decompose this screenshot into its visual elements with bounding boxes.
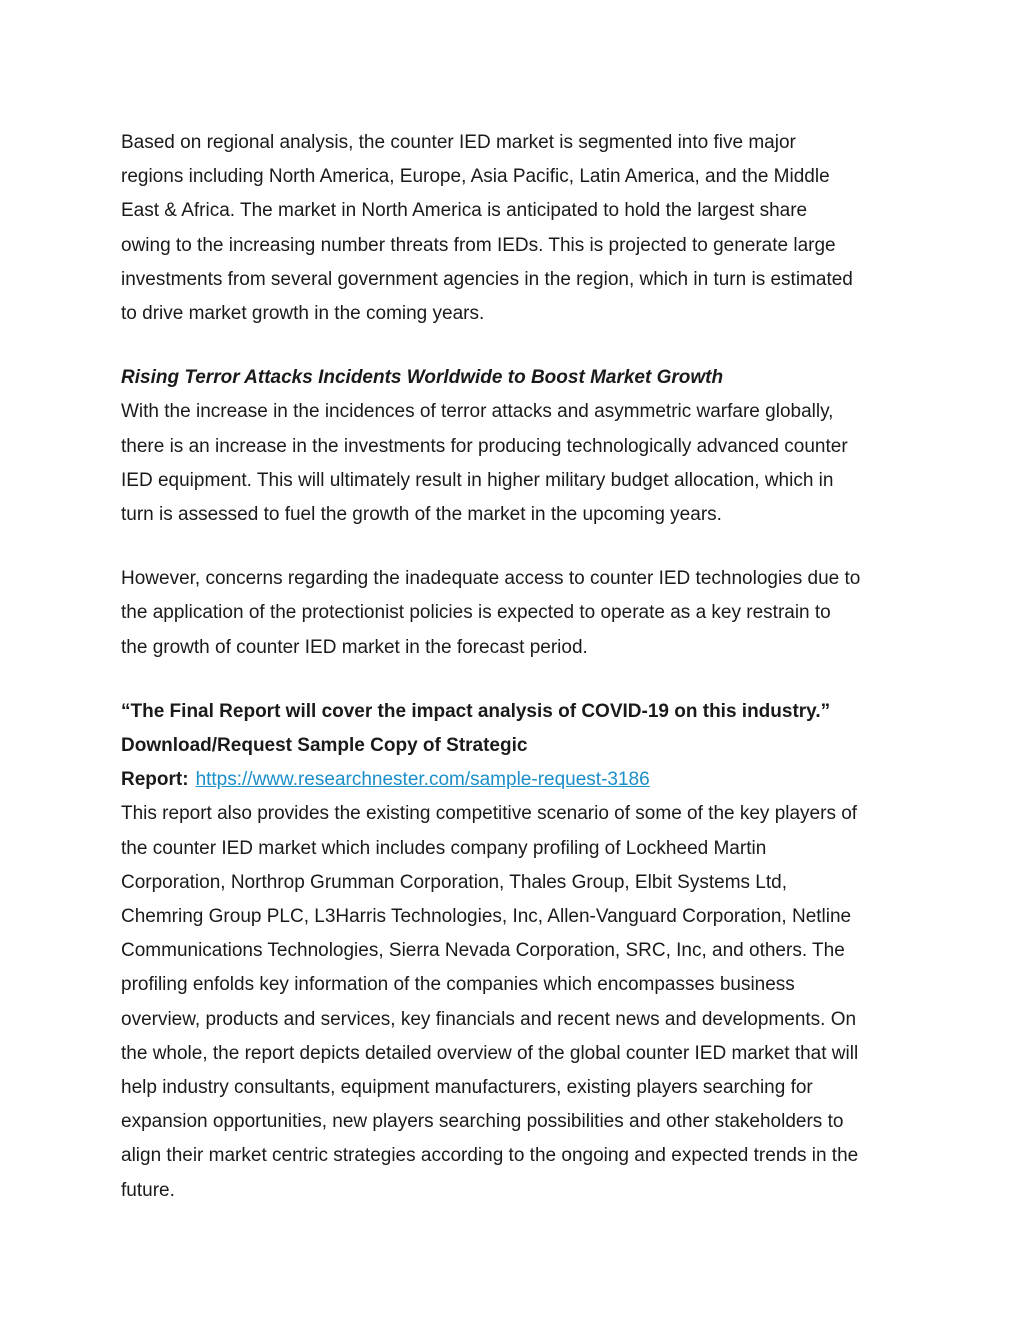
paragraph-line: there is an increase in the investments for producing technologically advanced counter (121, 435, 848, 457)
concerns-paragraph (121, 562, 911, 665)
report-label: Report: (121, 769, 189, 791)
paragraph-spacer (121, 331, 911, 361)
paragraph-line: East & Africa. The market in North America is anticipated to hold the largest share (121, 200, 808, 222)
paragraph-line: align their market centric strategies according to the ongoing and expected trends in the (121, 1145, 859, 1167)
paragraph-line: IED equipment. This will ultimately result in higher military budget allocation, which in (121, 469, 834, 491)
paragraph-line: turn is assessed to fuel the growth of the market in the upcoming years. (121, 504, 722, 526)
paragraph-line: the application of the protectionist policies is expected to operate as a key restrain to (121, 602, 831, 624)
sample-request-link[interactable]: https://www.researchnester.com/sample-request-3186 (195, 769, 650, 791)
report-link-line (121, 763, 911, 797)
paragraph-line: owing to the increasing number threats from IEDs. This is projected to generate large (121, 234, 836, 256)
paragraph-line: investments from several government agencies in the region, which in turn is estimated (121, 268, 853, 290)
paragraph-line: the whole, the report depicts detailed overview of the global counter IED market that will (121, 1042, 859, 1064)
paragraph-line: With the increase in the incidences of terror attacks and asymmetric warfare globally, (121, 401, 834, 423)
paragraph-line: However, concerns regarding the inadequate access to counter IED technologies due to (121, 568, 861, 590)
paragraph-line: regions including North America, Europe, Asia Pacific, Latin America, and the Middle (121, 166, 830, 188)
document-page (121, 126, 911, 1208)
paragraph-line: Corporation, Northrop Grumman Corporation, Thales Group, Elbit Systems Ltd, (121, 871, 787, 893)
paragraph-line: expansion opportunities, new players searching possibilities and other stakeholders to (121, 1111, 844, 1133)
paragraph-line: future. (121, 1179, 175, 1201)
paragraph-line: This report also provides the existing competitive scenario of some of the key players of (121, 803, 858, 825)
download-sample-label: Download/Request Sample Copy of Strategic (121, 735, 528, 757)
paragraph-line: the growth of counter IED market in the forecast period. (121, 636, 588, 658)
paragraph-line: help industry consultants, equipment manufacturers, existing players searching for (121, 1077, 813, 1099)
paragraph-line: to drive market growth in the coming years. (121, 303, 485, 325)
terror-attacks-paragraph (121, 395, 911, 532)
paragraph-line: Chemring Group PLC, L3Harris Technologies, Inc, Allen-Vanguard Corporation, Netline (121, 906, 852, 928)
paragraph-line: Based on regional analysis, the counter IED market is segmented into five major (121, 132, 796, 153)
competitive-scenario-paragraph (121, 797, 911, 1207)
paragraph-line: the counter IED market which includes company profiling of Lockheed Martin (121, 837, 767, 859)
paragraph-spacer (121, 532, 911, 562)
covid-report-note: “The Final Report will cover the impact analysis of COVID-19 on this industry.” (121, 700, 831, 722)
paragraph-line: Communications Technologies, Sierra Nevada Corporation, SRC, Inc, and others. The (121, 940, 845, 962)
paragraph-line: profiling enfolds key information of the companies which encompasses business (121, 974, 795, 996)
regional-analysis-paragraph (121, 126, 911, 331)
paragraph-spacer (121, 665, 911, 695)
section-heading: Rising Terror Attacks Incidents Worldwide to Boost Market Growth (121, 367, 724, 389)
sample-request-block (121, 695, 911, 798)
paragraph-line: overview, products and services, key financials and recent news and developments. On (121, 1008, 857, 1030)
